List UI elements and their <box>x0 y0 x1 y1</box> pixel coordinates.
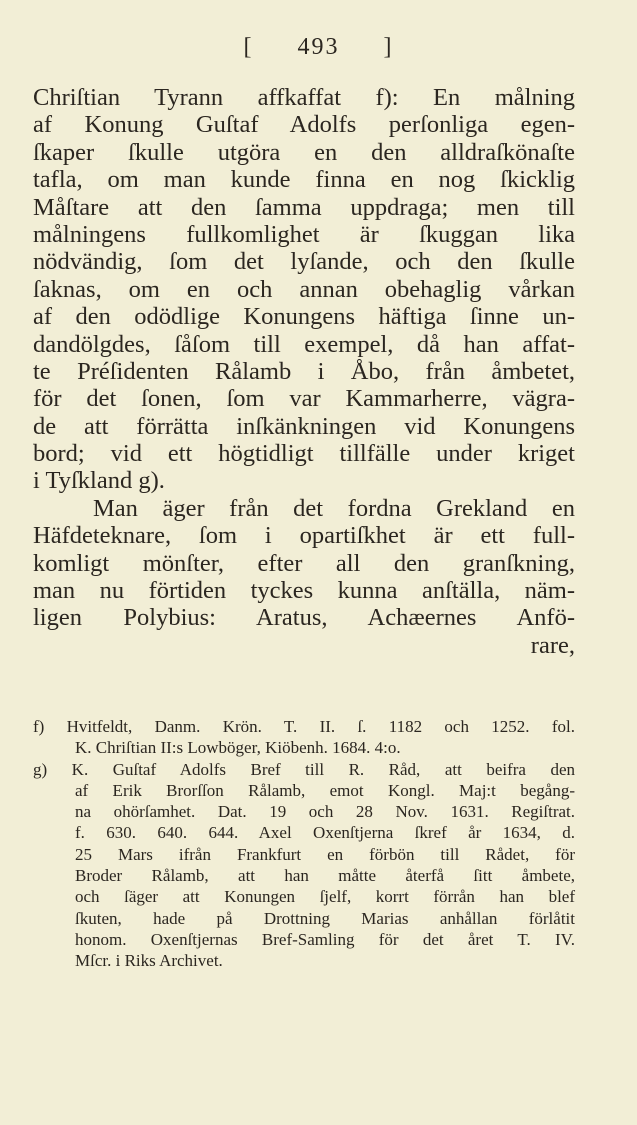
footnote-line: K. Chriſtian II:s Lowböger, Kiöbenh. 1684. 4:o. <box>75 738 401 758</box>
text-line: i Tyſkland g). <box>33 467 165 495</box>
text-line: ligen Polybius: Aratus, Achæernes Anfö- <box>33 604 575 632</box>
text-line: bord; vid ett högtidligt tillfälle under kriget <box>33 440 575 468</box>
text-line: ſaknas, om en och annan obehaglig vårkan <box>33 275 575 303</box>
text-line: Häfdeteknare, ſom i opartiſkhet är ett full- <box>33 522 575 550</box>
text-line: dandölgdes, ſåſom till exempel, då han affat- <box>33 330 575 358</box>
body-text <box>33 84 575 659</box>
footnote-line: 25 Mars ifrån Frankfurt en förbön till Rådet, för <box>75 844 575 864</box>
page-header <box>0 34 637 61</box>
footnote-line: Mſcr. i Riks Archivet. <box>75 951 223 971</box>
footnote-line: af Erik Brorſſon Rålamb, emot Kongl. Maj:t begång- <box>75 780 575 800</box>
page-number: 493 <box>297 34 340 60</box>
footnote-line: och ſäger att Konungen ſjelf, korrt förrån han blef <box>75 887 575 907</box>
footnote-line: g) K. Guſtaf Adolfs Bref till R. Råd, att beifra den <box>33 759 575 779</box>
text-line: te Préſidenten Rålamb i Åbo, från åmbetet, <box>33 357 575 385</box>
footnote-line: ſkuten, hade på Drottning Marias anhållan förlåtit <box>75 908 575 928</box>
text-line: ſkaper ſkulle utgöra en den alldraſkönaſte <box>33 138 575 166</box>
bracket-close: ] <box>383 34 394 60</box>
text-line: för det ſonen, ſom var Kammarherre, vägra- <box>33 385 575 413</box>
footnote-line: f. 630. 640. 644. Axel Oxenſtjerna ſkref år 1634, d. <box>75 823 575 843</box>
footnote-line: f) Hvitfeldt, Danm. Krön. T. II. ſ. 1182 och 1252. fol. <box>33 717 575 736</box>
footnote-line: na ohörſamhet. Dat. 19 och 28 Nov. 1631. Regiſtrat. <box>75 802 575 822</box>
text-line: Chriſtian Tyrann affkaffat f): En målning <box>33 84 575 111</box>
text-line: af Konung Guſtaf Adolfs perſonliga egen- <box>33 111 575 139</box>
text-line: af den odödlige Konungens häftiga ſinne un- <box>33 303 575 331</box>
text-line: målningens fullkomlighet är ſkuggan lika <box>33 220 575 248</box>
text-line: man nu förtiden tyckes kunna anſtälla, näm- <box>33 577 575 605</box>
catchword: rare, <box>530 631 575 659</box>
text-line: nödvändig, ſom det lyſande, och den ſkulle <box>33 248 575 276</box>
footnotes <box>33 716 575 972</box>
footnote-line: Broder Rålamb, att han måtte återfå ſitt åmbete, <box>75 866 575 886</box>
text-line: Man äger från det fordna Grekland en <box>93 494 575 522</box>
text-line: de att förrätta inſkänkningen vid Konungens <box>33 412 575 440</box>
text-line: tafla, om man kunde finna en nog ſkicklig <box>33 166 575 194</box>
footnote-line: honom. Oxenſtjernas Bref-Samling för det året T. IV. <box>75 929 575 949</box>
text-line: komligt mönſter, efter all den granſkning, <box>33 549 575 577</box>
bracket-open: [ <box>243 34 254 60</box>
text-line: Måſtare att den ſamma uppdraga; men till <box>33 193 575 221</box>
